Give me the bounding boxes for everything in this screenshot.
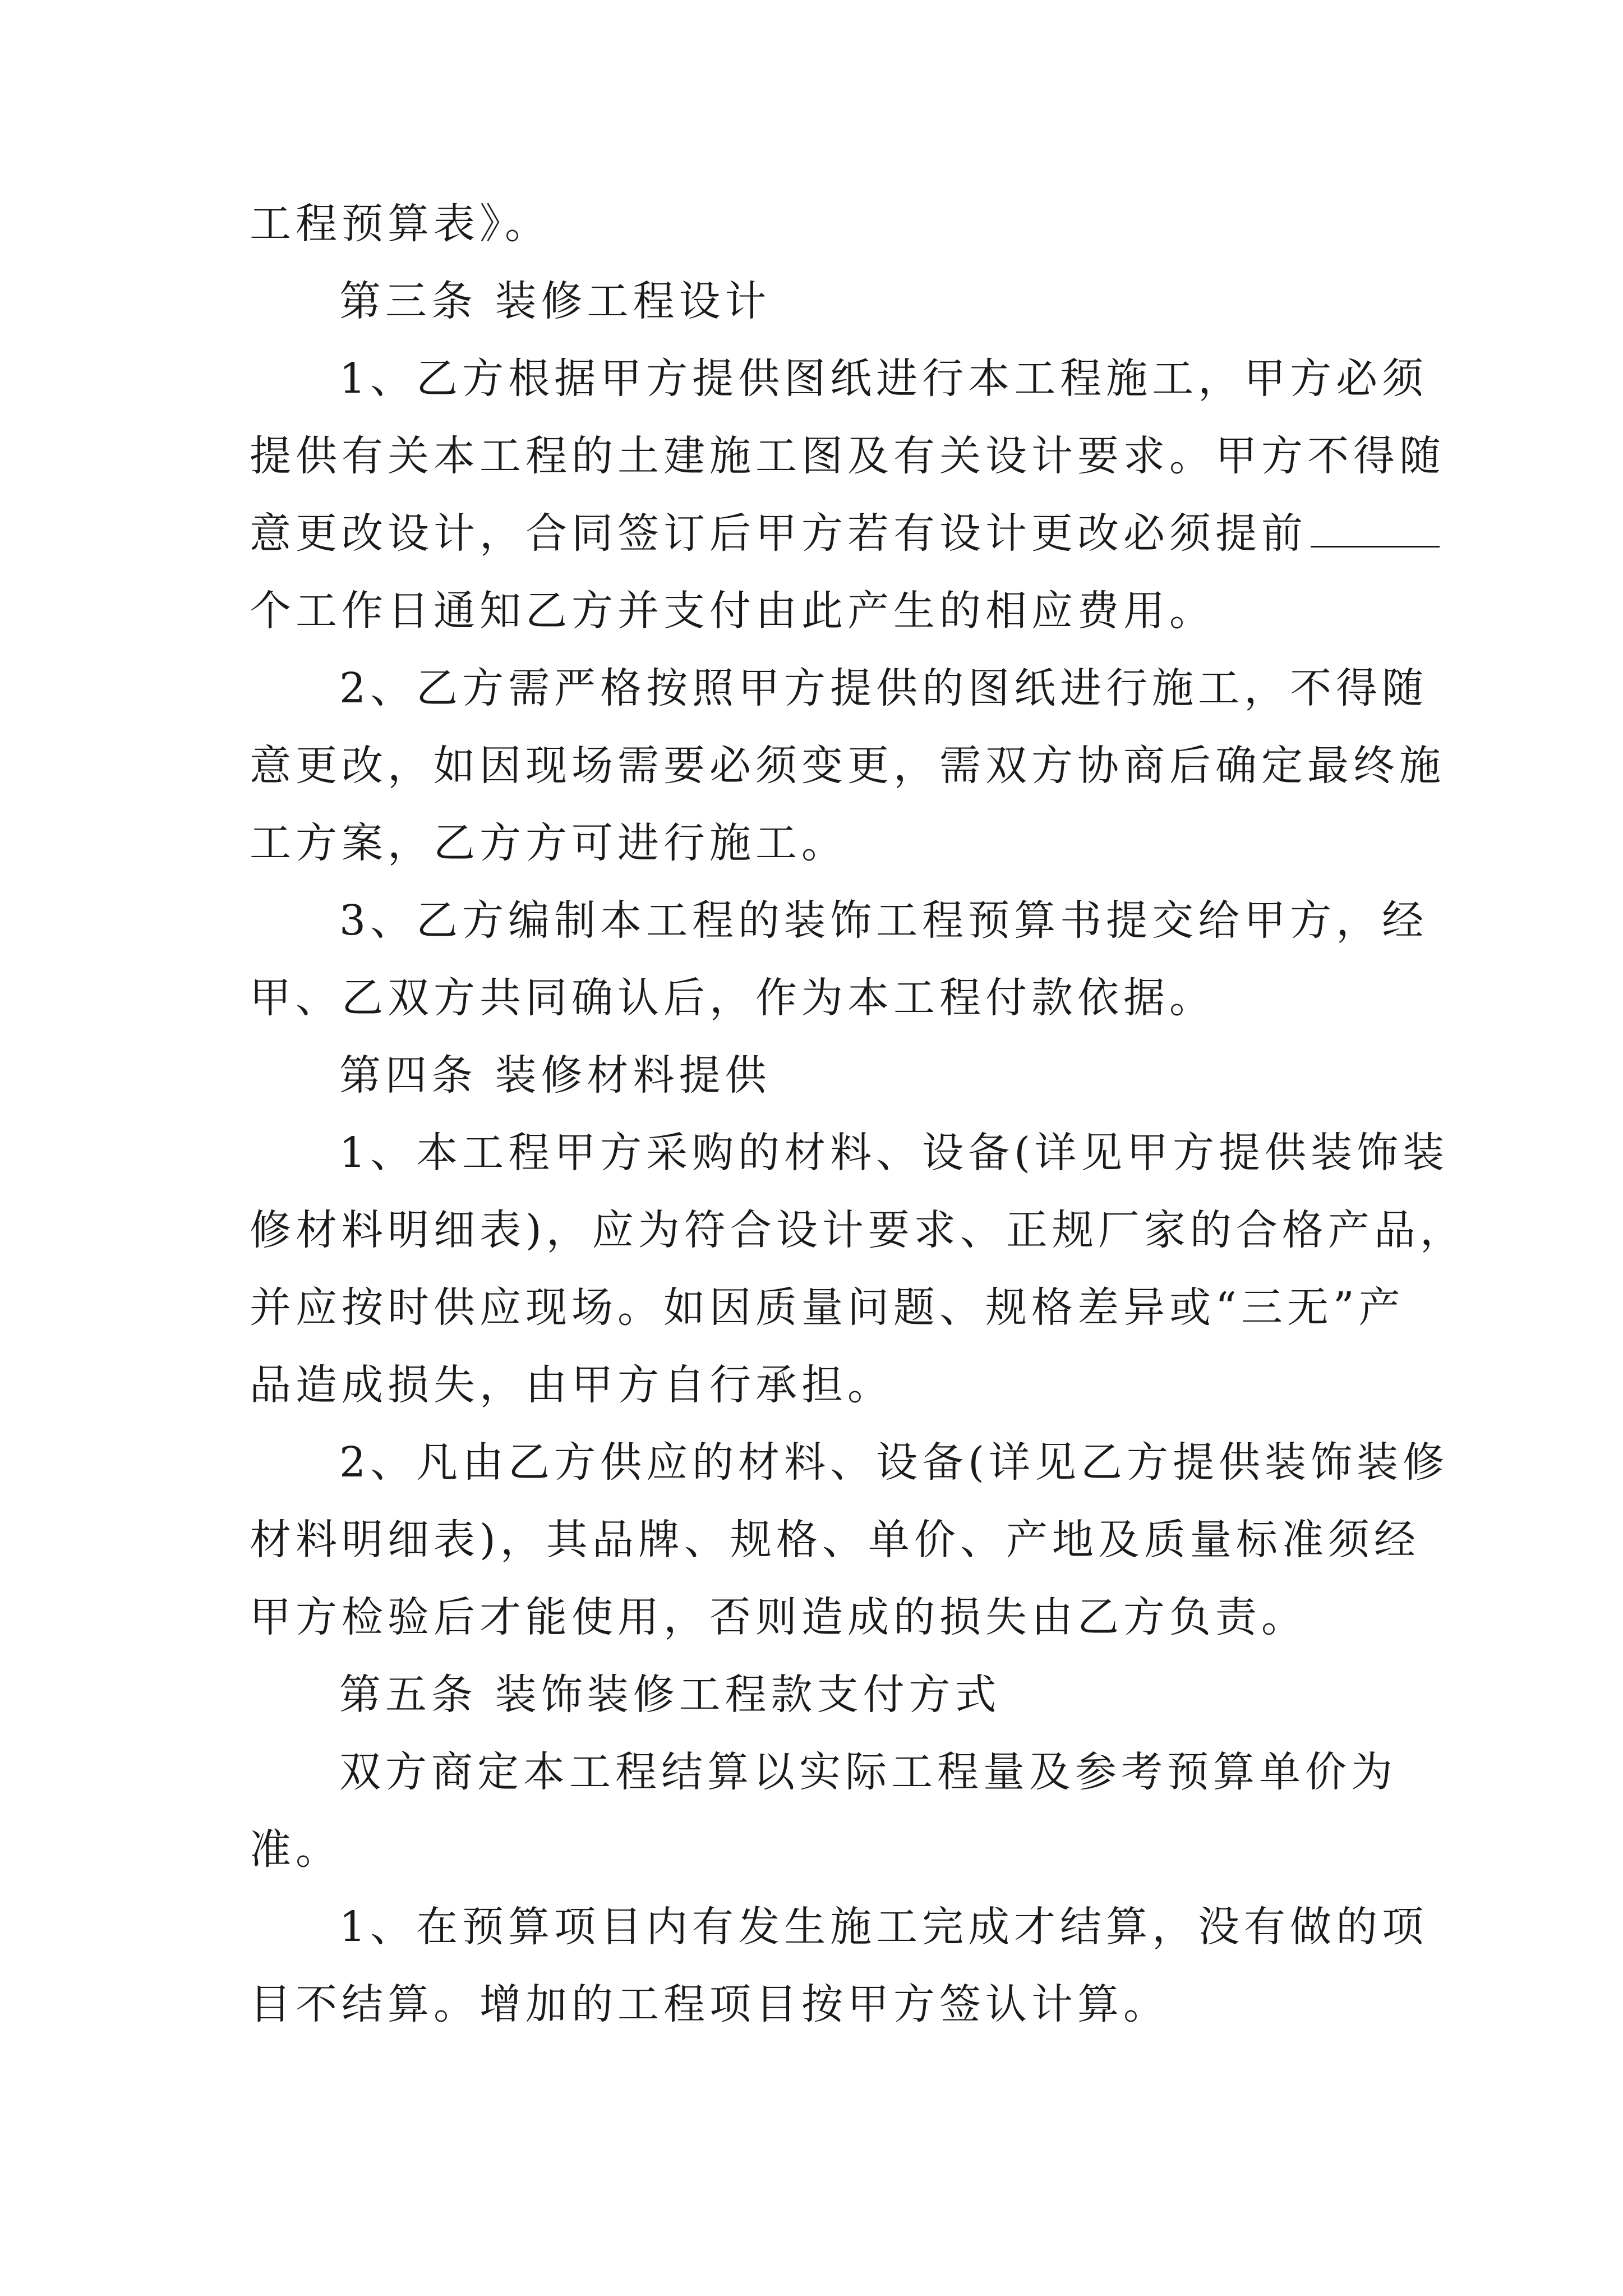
article-heading: 第三条 装修工程设计 xyxy=(339,277,771,325)
text-line: 3、乙方编制本工程的装饰工程预算书提交给甲方，经 xyxy=(339,896,1428,945)
text-line: 2、凡由乙方供应的材料、设备(详见乙方提供装饰装修 xyxy=(339,1438,1449,1487)
text-line: 甲方检验后才能使用，否则造成的损失由乙方负责。 xyxy=(250,1593,1307,1641)
line-text: 意更改设计，合同签订后甲方若有设计更改必须提前 xyxy=(250,509,1307,558)
text-line: 修材料明细表)，应为符合设计要求、正规厂家的合格产品， xyxy=(250,1206,1466,1254)
text-line: 准。 xyxy=(250,1825,342,1874)
document-body xyxy=(250,185,1466,2043)
text-line-with-blank xyxy=(250,495,1391,572)
text-line: 个工作日通知乙方并支付由此产生的相应费用。 xyxy=(250,587,1215,635)
text-line: 意更改，如因现场需要必须变更，需双方协商后确定最终施 xyxy=(250,742,1445,790)
text-line: 1、乙方根据甲方提供图纸进行本工程施工，甲方必须 xyxy=(339,355,1428,403)
text-line: 工程预算表》。 xyxy=(250,200,551,248)
text-line: 并应按时供应现场。如因质量问题、规格差异或“三无”产 xyxy=(250,1283,1405,1332)
text-line: 工方案，乙方方可进行施工。 xyxy=(250,819,847,867)
text-line: 2、乙方需严格按照甲方提供的图纸进行施工，不得随 xyxy=(339,664,1428,712)
text-line: 目不结算。增加的工程项目按甲方签认计算。 xyxy=(250,1980,1169,2028)
text-line: 1、在预算项目内有发生施工完成才结算，没有做的项 xyxy=(339,1903,1428,1951)
text-line: 甲、乙双方共同确认后，作为本工程付款依据。 xyxy=(250,974,1215,1022)
article-heading: 第四条 装修材料提供 xyxy=(339,1051,771,1099)
text-line: 双方商定本工程结算以实际工程量及参考预算单价为 xyxy=(339,1748,1397,1796)
text-line: 品造成损失，由甲方自行承担。 xyxy=(250,1361,893,1409)
text-line: 提供有关本工程的土建施工图及有关设计要求。甲方不得随 xyxy=(250,432,1445,480)
fill-in-blank xyxy=(1311,504,1440,547)
article-heading: 第五条 装饰装修工程款支付方式 xyxy=(339,1671,1001,1719)
text-line: 1、本工程甲方采购的材料、设备(详见甲方提供装饰装 xyxy=(339,1129,1449,1177)
text-line: 材料明细表)，其品牌、规格、单价、产地及质量标准须经 xyxy=(250,1516,1420,1564)
